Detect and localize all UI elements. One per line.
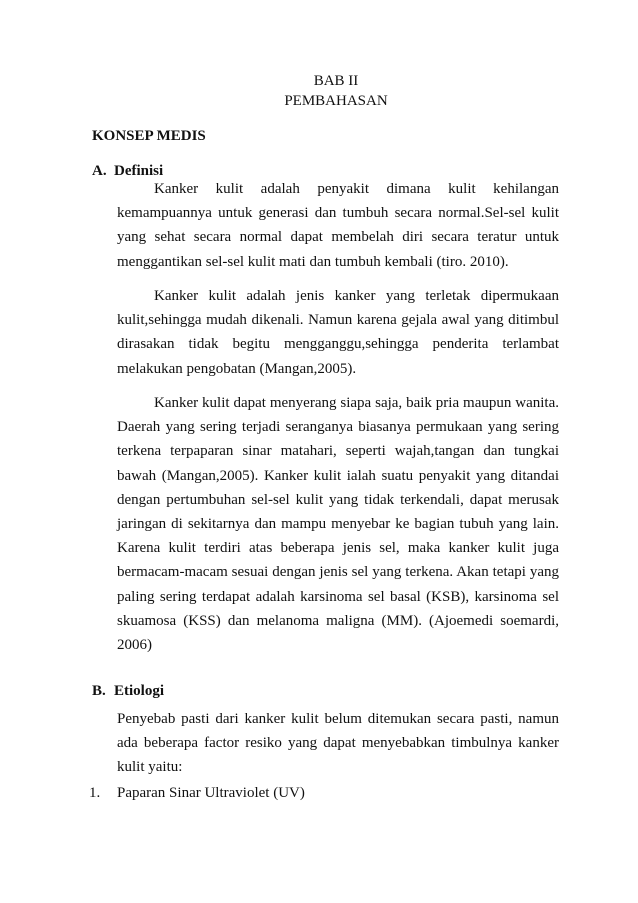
list-item	[89, 785, 305, 802]
section-title: KONSEP MEDIS	[92, 128, 206, 144]
subsection-letter: B.	[92, 683, 106, 699]
definisi-paragraph-2: Kanker kulit adalah jenis kanker yang terletak dipermukaan kulit,sehingga mudah dikenali. Namun karena gejala awal yang ditimbul dirasakan tidak begitu mengganggu,sehingga penderita terlambat melakukan pengobatan (Mangan,2005).	[117, 288, 559, 377]
subsection-title: Definisi	[114, 163, 164, 179]
definisi-paragraph-1: Kanker kulit adalah penyakit dimana kulit kehilangan kemampuannya untuk generasi dan tumbuh secara normal.Sel-sel kulit yang sehat secara normal dapat membelah diri secara teratur untuk menggantikan sel-sel kulit mati dan tumbuh kembali (tiro. 2010).	[117, 181, 559, 270]
list-item-number: 1.	[89, 785, 101, 801]
subsection-title: Etiologi	[114, 683, 165, 699]
chapter-label: BAB II	[313, 73, 359, 89]
chapter-title: PEMBAHASAN	[284, 93, 388, 109]
definisi-paragraph-3: Kanker kulit dapat menyerang siapa saja, baik pria maupun wanita. Daerah yang sering terjadi seranganya biasanya permukaan yang sering terkena terpaparan sinar matahari, seperti wajah,tangan dan tungkai bawah (Mangan,2005). Kanker kulit ialah suatu penyakit yang ditandai dengan pertumbuhan sel-sel kulit yang tidak terkendali, dapat merusak jaringan di sekitarnya dan mampu menyebar ke bagian tubuh yang lain. Karena kulit terdiri atas beberapa jenis sel, maka kanker kulit juga bermacam-macam sesuai dengan jenis sel yang terkena. Akan tetapi yang paling sering terdapat adalah karsinoma sel basal (KSB), karsinoma sel skuamosa (KSS) dan melanoma maligna (MM). (Ajoemedi soemardi, 2006)	[117, 395, 559, 654]
subsection-etiologi-heading	[92, 683, 164, 700]
subsection-letter: A.	[92, 163, 107, 179]
etiologi-paragraph: Penyebab pasti dari kanker kulit belum ditemukan secara pasti, namun ada beberapa factor resiko yang dapat menyebabkan timbulnya kanker kulit yaitu:	[117, 711, 559, 776]
list-item-text: Paparan Sinar Ultraviolet (UV)	[117, 785, 305, 801]
